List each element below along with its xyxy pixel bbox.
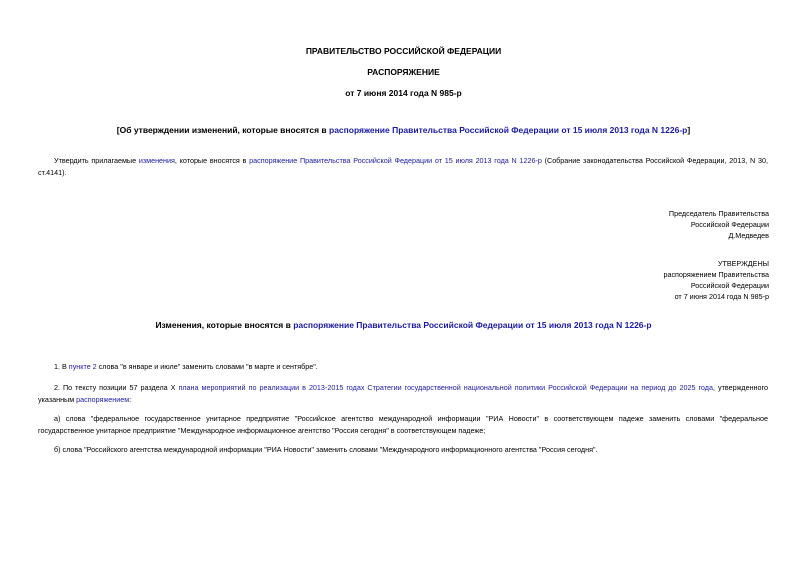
intro-text-1: Утвердить прилагаемые <box>54 156 139 165</box>
intro-text-3: (Собрание законодательства Российской Федерации, 2013, N 30, ст.4141). <box>38 156 768 177</box>
intro-text-2: , которые вносятся в <box>174 156 250 165</box>
document-title <box>0 125 807 135</box>
item-2-text-a: 2. По тексту позиции 57 раздела X <box>54 383 179 392</box>
item-1-text-b: слова "в январе и июле" заменить словами "в марте и сентябре". <box>96 362 318 371</box>
item-2b <box>38 444 768 456</box>
signature-name: Д.Медведев <box>728 231 769 240</box>
item-2b-text: б) слова "Российского агентства международной информации "РИА Новости" заменить словами "Международного информационного агентства "Россия сегодня". <box>54 445 598 454</box>
item-2 <box>38 382 768 406</box>
item-2-plan-link[interactable]: плана мероприятий по реализации в 2013-2015 годах Стратегии государственной национальной политики Российской Федерации на период до 2025 года <box>178 383 713 392</box>
approved-date: от 7 июня 2014 года N 985-р <box>674 292 769 301</box>
item-1-link[interactable]: пункте 2 <box>68 362 97 371</box>
title-prefix: [Об утверждении изменений, которые вносятся в <box>116 125 329 135</box>
title-link[interactable]: распоряжение Правительства Российской Федерации от 15 июля 2013 года N 1226-р <box>329 125 688 135</box>
document-type-heading: РАСПОРЯЖЕНИЕ <box>367 67 440 77</box>
title-suffix: ] <box>687 125 691 135</box>
item-1-text-a: 1. В <box>54 362 69 371</box>
signature-position: Председатель Правительства <box>668 209 769 218</box>
government-heading: ПРАВИТЕЛЬСТВО РОССИЙСКОЙ ФЕДЕРАЦИИ <box>305 46 502 56</box>
item-2a <box>38 413 768 437</box>
intro-link-order[interactable]: распоряжение Правительства Российской Федерации от 15 июля 2013 года N 1226-р <box>249 156 542 165</box>
changes-title-link[interactable]: распоряжение Правительства Российской Федерации от 15 июля 2013 года N 1226-р <box>293 320 652 330</box>
approved-country: Российской Федерации <box>690 281 769 290</box>
intro-link-changes[interactable]: изменения <box>138 156 175 165</box>
item-1 <box>38 361 768 373</box>
document-date-heading: от 7 июня 2014 года N 985-р <box>345 88 462 98</box>
intro-paragraph <box>38 155 768 179</box>
item-2-text-c: : <box>129 395 132 404</box>
approved-heading: УТВЕРЖДЕНЫ <box>717 259 769 268</box>
changes-title-prefix: Изменения, которые вносятся в <box>155 320 294 330</box>
item-2a-text: а) слова "федеральное государственное унитарное предприятие "Российское агентство международной информации "РИА Новости" в соответствующем падеже заменить словами "федеральное государственное унитарное предприятие "Международное информационное агентство "Россия сегодня" в соответствующем падеже; <box>38 414 768 435</box>
item-2-text-b: , утвержденного указанным <box>38 383 768 404</box>
changes-title <box>0 320 807 330</box>
approved-by: распоряжением Правительства <box>663 270 769 279</box>
signature-country: Российской Федерации <box>690 220 769 229</box>
item-2-order-link[interactable]: распоряжением <box>76 395 130 404</box>
